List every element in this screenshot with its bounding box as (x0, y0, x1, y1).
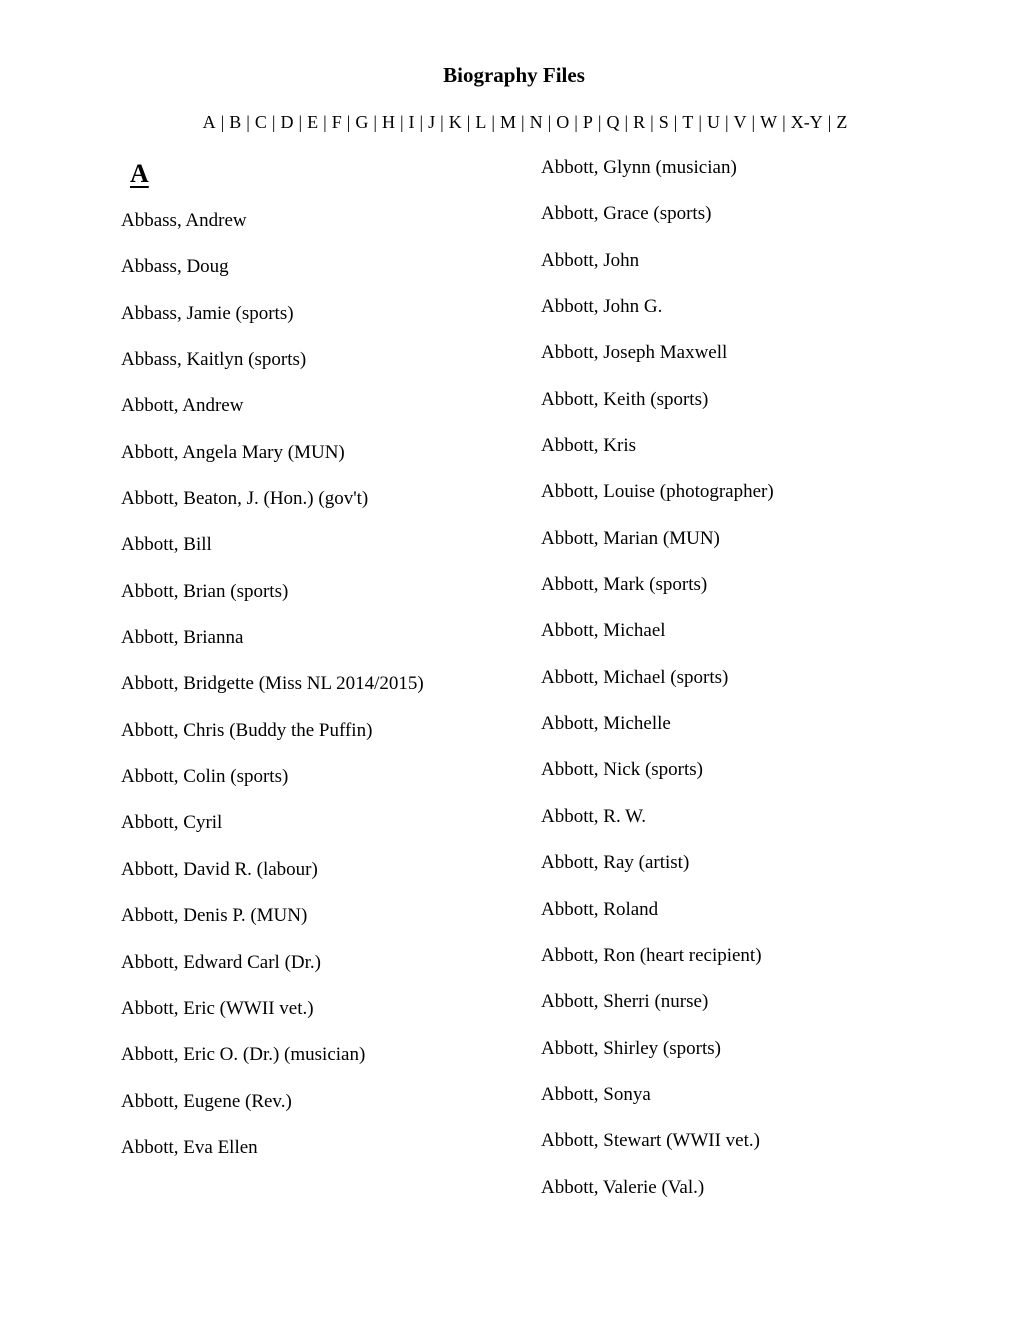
biography-entry[interactable]: Abbott, Ray (artist) (541, 852, 690, 874)
biography-entry[interactable]: Abbass, Kaitlyn (sports) (121, 349, 307, 371)
nav-letter-l[interactable]: L (475, 112, 487, 132)
biography-entry[interactable]: Abbott, Andrew (121, 395, 244, 417)
nav-separator: | (271, 112, 276, 132)
nav-letter-r[interactable]: R (633, 112, 646, 132)
nav-letter-f[interactable]: F (331, 112, 342, 132)
nav-letter-m[interactable]: M (500, 112, 517, 132)
nav-separator: | (399, 112, 404, 132)
biography-entry[interactable]: Abbott, David R. (labour) (121, 858, 318, 880)
nav-separator: | (724, 112, 729, 132)
biography-entry[interactable]: Abbott, Cyril (121, 812, 223, 834)
nav-letter-p[interactable]: P (582, 112, 593, 132)
alphabet-nav (0, 110, 1020, 134)
biography-entry[interactable]: Abbott, John (541, 249, 640, 271)
nav-separator: | (346, 112, 351, 132)
biography-entry[interactable]: Abbott, Shirley (sports) (541, 1037, 721, 1059)
biography-entry[interactable]: Abbott, Denis P. (MUN) (121, 905, 308, 927)
nav-letter-s[interactable]: S (658, 112, 669, 132)
biography-entry[interactable]: Abbott, Kris (541, 435, 636, 457)
nav-separator: | (419, 112, 424, 132)
nav-separator: | (521, 112, 525, 132)
nav-separator: | (466, 112, 471, 132)
nav-letter-e[interactable]: E (307, 112, 319, 132)
nav-separator: | (624, 112, 629, 132)
biography-entry[interactable]: Abbott, Keith (sports) (541, 388, 709, 410)
nav-separator: | (650, 112, 654, 132)
biography-entry[interactable]: Abbott, Bill (121, 534, 212, 556)
nav-separator: | (751, 112, 756, 132)
nav-letter-w[interactable]: W (760, 112, 778, 132)
biography-entry[interactable]: Abbott, Ron (heart recipient) (541, 944, 762, 966)
biography-entry[interactable]: Abbass, Andrew (121, 210, 247, 231)
nav-letter-h[interactable]: H (381, 112, 395, 132)
section-heading: A (130, 159, 149, 188)
nav-letter-b[interactable]: B (229, 112, 242, 132)
nav-separator: | (373, 112, 377, 132)
nav-separator: | (827, 112, 832, 132)
biography-entry[interactable]: Abbott, Edward Carl (Dr.) (121, 951, 321, 973)
biography-list-left (121, 207, 424, 1180)
nav-letter-x-y[interactable]: X-Y (790, 112, 823, 132)
biography-entry[interactable]: Abbott, Valerie (Val.) (541, 1176, 705, 1198)
biography-entry[interactable]: Abbott, Bridgette (Miss NL 2014/2015) (121, 673, 424, 695)
biography-entry[interactable]: Abbott, Eric (WWII vet.) (121, 997, 314, 1019)
nav-letter-g[interactable]: G (355, 112, 369, 132)
biography-entry[interactable]: Abbass, Doug (121, 256, 229, 278)
nav-letter-z[interactable]: Z (836, 112, 848, 132)
biography-entry[interactable]: Abbott, Eric O. (Dr.) (musician) (121, 1044, 366, 1066)
nav-letter-j[interactable]: J (428, 112, 436, 132)
nav-separator: | (547, 112, 552, 132)
biography-entry[interactable]: Abbott, Joseph Maxwell (541, 342, 728, 364)
biography-entry[interactable]: Abbott, Grace (sports) (541, 203, 712, 225)
biography-entry[interactable]: Abbott, John G. (541, 296, 663, 318)
biography-entry[interactable]: Abbott, Brian (sports) (121, 580, 289, 602)
nav-letter-i[interactable]: I (408, 112, 415, 132)
nav-letter-u[interactable]: U (706, 112, 720, 132)
biography-entry[interactable]: Abbott, Michelle (541, 713, 671, 735)
nav-separator: | (782, 112, 786, 132)
nav-letter-n[interactable]: N (529, 112, 543, 132)
nav-separator: | (440, 112, 444, 132)
biography-entry[interactable]: Abbott, Marian (MUN) (541, 527, 720, 549)
biography-entry[interactable]: Abbott, Eva Ellen (121, 1136, 258, 1158)
biography-list-right (541, 154, 774, 1220)
nav-separator: | (597, 112, 602, 132)
biography-entry[interactable]: Abbott, Brianna (121, 627, 244, 649)
biography-entry[interactable]: Abbott, Beaton, J. (Hon.) (gov't) (121, 488, 369, 510)
nav-separator: | (673, 112, 678, 132)
nav-separator: | (574, 112, 578, 132)
biography-entry[interactable]: Abbott, Colin (sports) (121, 766, 289, 788)
nav-letter-q[interactable]: Q (606, 112, 620, 132)
biography-entry[interactable]: Abbott, Michael (sports) (541, 666, 729, 688)
nav-separator: | (246, 112, 250, 132)
biography-entry[interactable]: Abbott, R. W. (541, 805, 647, 827)
nav-letter-t[interactable]: T (682, 112, 694, 132)
biography-entry[interactable]: Abbott, Michael (541, 620, 666, 642)
nav-separator: | (323, 112, 327, 132)
nav-letter-k[interactable]: K (448, 112, 462, 132)
biography-entry[interactable]: Abbott, Mark (sports) (541, 574, 708, 596)
nav-separator: | (698, 112, 702, 132)
page-title: Biography Files (443, 63, 585, 87)
nav-letter-v[interactable]: V (733, 112, 747, 132)
nav-separator: | (491, 112, 495, 132)
nav-letter-c[interactable]: C (254, 112, 267, 132)
nav-letter-a[interactable]: A (202, 112, 216, 132)
biography-entry[interactable]: Abbott, Roland (541, 898, 659, 920)
biography-entry[interactable]: Abbott, Nick (sports) (541, 759, 704, 781)
nav-letter-d[interactable]: D (280, 112, 294, 132)
biography-entry[interactable]: Abbott, Sherri (nurse) (541, 991, 709, 1013)
biography-entry[interactable]: Abbott, Glynn (musician) (541, 157, 737, 178)
biography-entry[interactable]: Abbott, Eugene (Rev.) (121, 1090, 292, 1112)
biography-entry[interactable]: Abbott, Stewart (WWII vet.) (541, 1130, 760, 1152)
biography-entry[interactable]: Abbass, Jamie (sports) (121, 302, 294, 324)
biography-entry[interactable]: Abbott, Sonya (541, 1083, 651, 1105)
biography-entry[interactable]: Abbott, Louise (photographer) (541, 481, 774, 503)
biography-entry[interactable]: Abbott, Angela Mary (MUN) (121, 441, 345, 463)
biography-entry[interactable]: Abbott, Chris (Buddy the Puffin) (121, 719, 373, 741)
nav-letter-o[interactable]: O (556, 112, 570, 132)
nav-separator: | (298, 112, 303, 132)
nav-separator: | (220, 112, 225, 132)
